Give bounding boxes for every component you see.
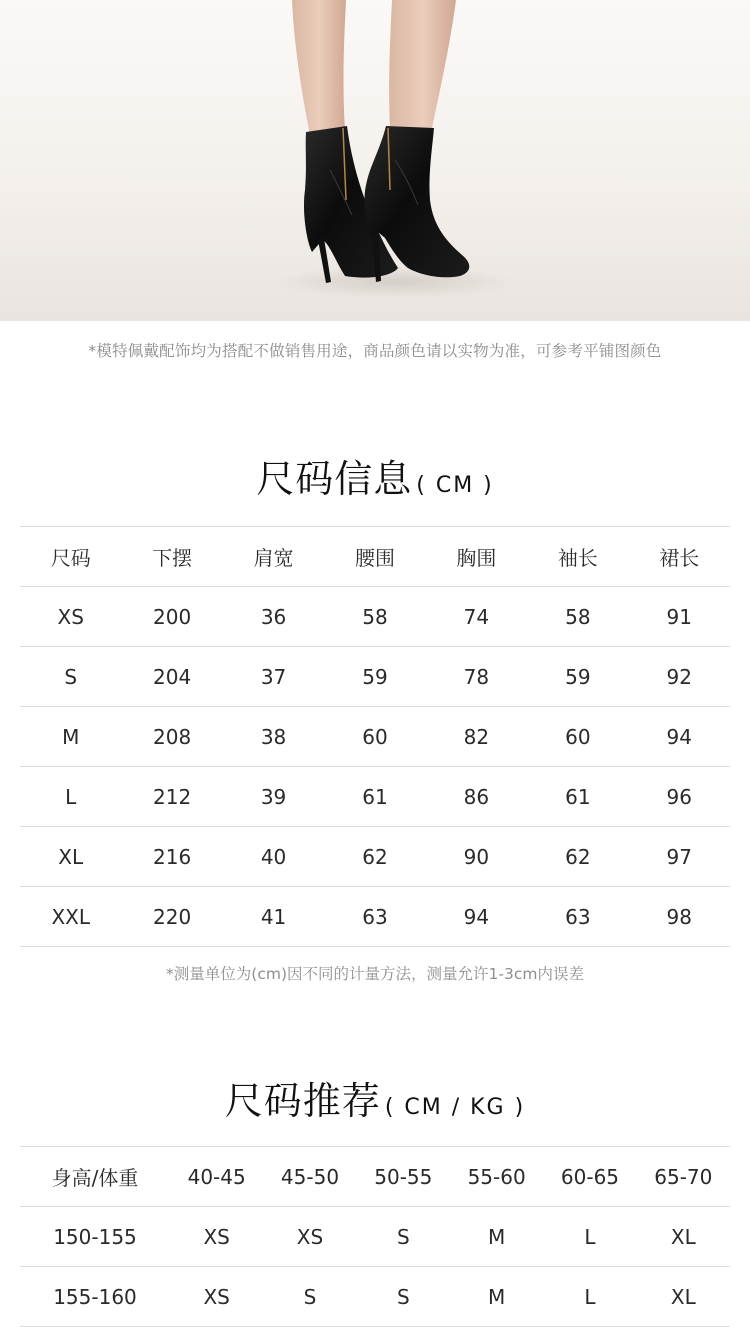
- table-cell: 216: [121, 827, 222, 887]
- table-cell: 200: [121, 587, 222, 647]
- table-cell: 90: [426, 827, 527, 887]
- table-cell: XL: [637, 1267, 730, 1327]
- table-cell: 212: [121, 767, 222, 827]
- table-cell: S: [263, 1267, 356, 1327]
- table-cell: 36: [223, 587, 324, 647]
- header-cell: 身高/体重: [20, 1147, 170, 1207]
- table-cell: XL: [20, 827, 121, 887]
- table-cell: 74: [426, 587, 527, 647]
- size-rec-heading: [0, 1070, 750, 1125]
- table-cell: S: [357, 1267, 450, 1327]
- table-cell: 86: [426, 767, 527, 827]
- table-cell: 97: [629, 827, 730, 887]
- header-cell: 腰围: [324, 527, 425, 587]
- table-cell: L: [543, 1207, 636, 1267]
- table-cell: 150-155: [20, 1207, 170, 1267]
- table-row: [20, 587, 730, 647]
- header-cell: 裙长: [629, 527, 730, 587]
- header-cell: 50-55: [357, 1147, 450, 1207]
- header-cell: 55-60: [450, 1147, 543, 1207]
- table-cell: 220: [121, 887, 222, 947]
- size-info-unit: ( CM ): [416, 473, 494, 498]
- table-cell: M: [20, 707, 121, 767]
- table-cell: M: [450, 1207, 543, 1267]
- table-cell: 61: [527, 767, 628, 827]
- table-row: [20, 647, 730, 707]
- table-cell: 40: [223, 827, 324, 887]
- table-cell: 78: [426, 647, 527, 707]
- table-cell: XS: [20, 587, 121, 647]
- table-cell: 91: [629, 587, 730, 647]
- header-cell: 60-65: [543, 1147, 636, 1207]
- size-rec-title: 尺码推荐: [224, 1079, 381, 1123]
- table-cell: XS: [170, 1207, 263, 1267]
- table-cell: 62: [527, 827, 628, 887]
- table-header-row: [20, 1147, 730, 1207]
- table-cell: 61: [324, 767, 425, 827]
- header-cell: 袖长: [527, 527, 628, 587]
- table-cell: 62: [324, 827, 425, 887]
- table-cell: 204: [121, 647, 222, 707]
- table-cell: 208: [121, 707, 222, 767]
- table-cell: M: [450, 1267, 543, 1327]
- table-cell: 82: [426, 707, 527, 767]
- table-cell: 60: [324, 707, 425, 767]
- table-cell: 63: [527, 887, 628, 947]
- table-cell: 58: [527, 587, 628, 647]
- table-row: [20, 827, 730, 887]
- table-cell: L: [543, 1267, 636, 1327]
- table-cell: XS: [170, 1267, 263, 1327]
- measurement-note: *测量单位为(cm)因不同的计量方法，测量允许1-3cm内误差: [166, 965, 584, 983]
- table-row: [20, 1207, 730, 1267]
- table-header-row: [20, 527, 730, 587]
- table-cell: L: [20, 767, 121, 827]
- size-info-table: [20, 526, 730, 947]
- header-cell: 40-45: [170, 1147, 263, 1207]
- table-cell: 38: [223, 707, 324, 767]
- header-cell: 尺码: [20, 527, 121, 587]
- table-cell: 96: [629, 767, 730, 827]
- table-row: [20, 1267, 730, 1327]
- model-boots-illustration: [0, 0, 750, 321]
- photo-disclaimer: *模特佩戴配饰均为搭配不做销售用途，商品颜色请以实物为准，可参考平铺图颜色: [88, 342, 662, 360]
- table-cell: 94: [629, 707, 730, 767]
- table-cell: 98: [629, 887, 730, 947]
- table-cell: 41: [223, 887, 324, 947]
- size-info-heading: [0, 448, 750, 503]
- size-info-title: 尺码信息: [256, 457, 413, 501]
- table-cell: 59: [324, 647, 425, 707]
- table-cell: 37: [223, 647, 324, 707]
- table-cell: XS: [263, 1207, 356, 1267]
- table-cell: XXL: [20, 887, 121, 947]
- table-cell: S: [20, 647, 121, 707]
- table-cell: 155-160: [20, 1267, 170, 1327]
- table-row: [20, 767, 730, 827]
- table-cell: 63: [324, 887, 425, 947]
- table-cell: 58: [324, 587, 425, 647]
- table-cell: XL: [637, 1207, 730, 1267]
- table-row: [20, 707, 730, 767]
- table-cell: 39: [223, 767, 324, 827]
- table-cell: 60: [527, 707, 628, 767]
- table-cell: 94: [426, 887, 527, 947]
- header-cell: 65-70: [637, 1147, 730, 1207]
- table-row: [20, 887, 730, 947]
- table-cell: 92: [629, 647, 730, 707]
- header-cell: 45-50: [263, 1147, 356, 1207]
- header-cell: 肩宽: [223, 527, 324, 587]
- table-cell: S: [357, 1207, 450, 1267]
- header-cell: 胸围: [426, 527, 527, 587]
- header-cell: 下摆: [121, 527, 222, 587]
- table-cell: 59: [527, 647, 628, 707]
- size-rec-unit: ( CM / KG ): [384, 1095, 526, 1120]
- product-photo: [0, 0, 750, 321]
